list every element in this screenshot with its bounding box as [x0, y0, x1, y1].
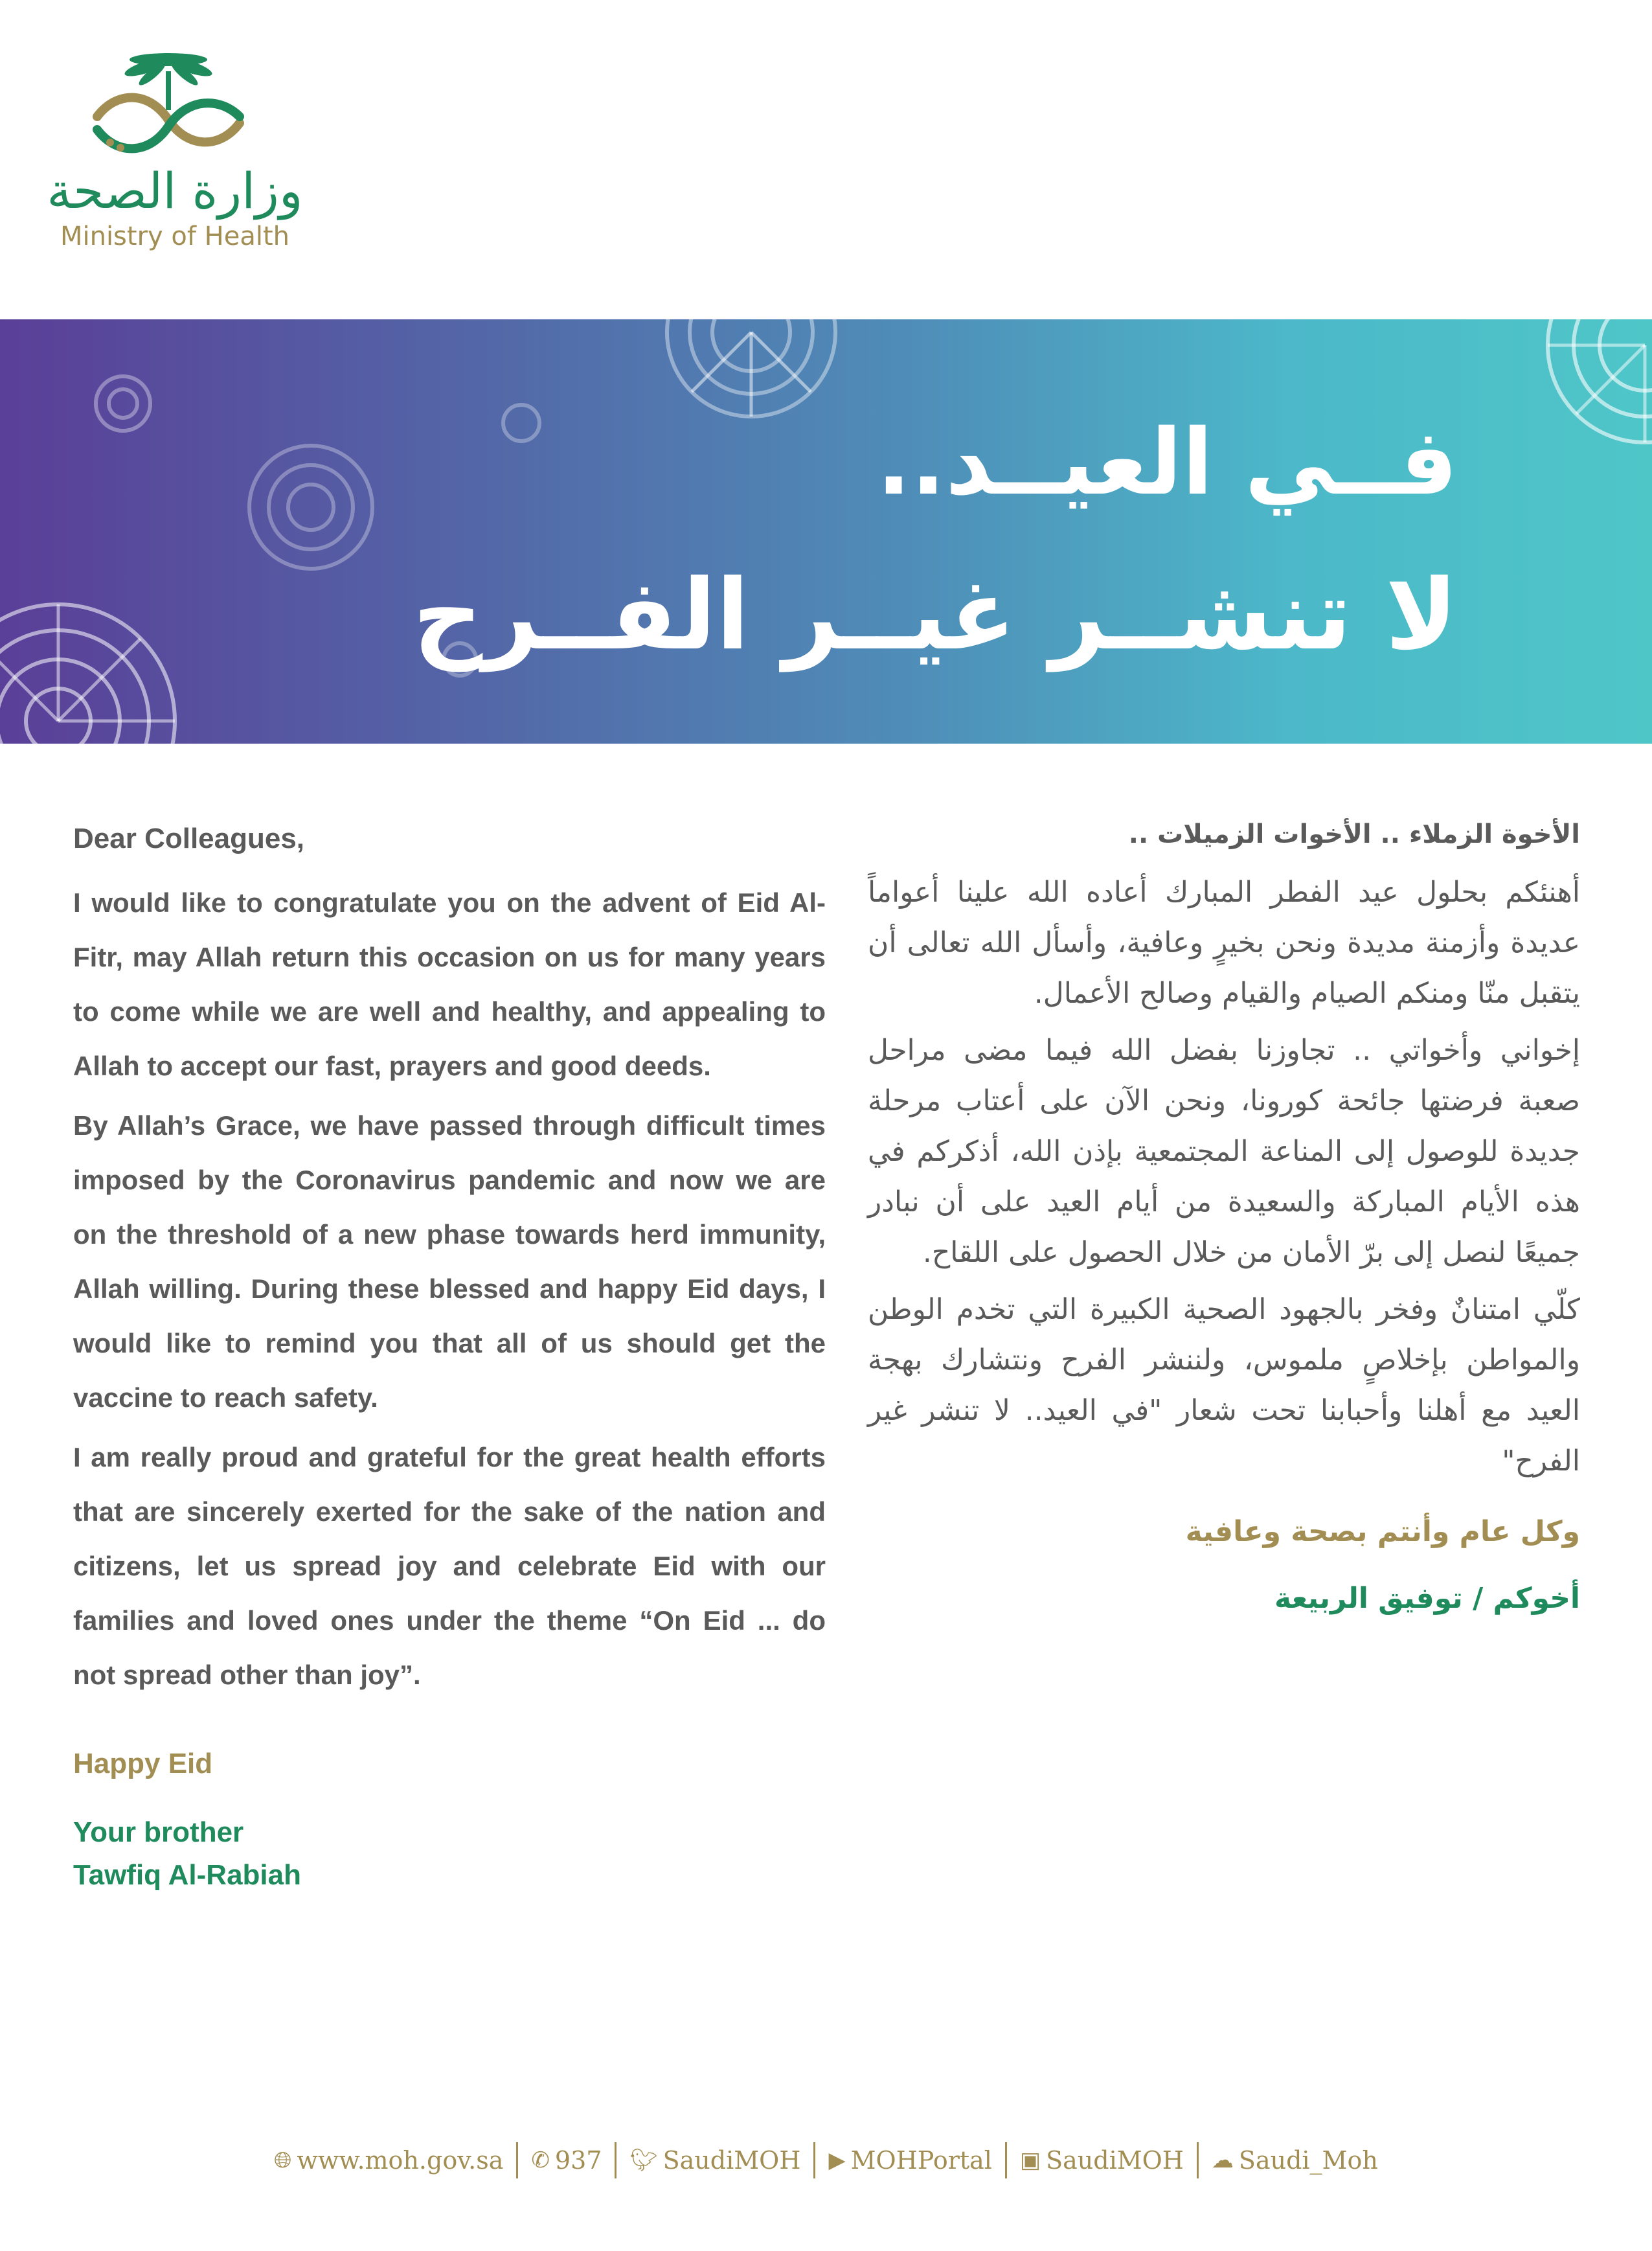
your-brother-text: Your brother [73, 1816, 244, 1848]
ministry-name-arabic: وزارة الصحة [47, 162, 303, 220]
english-paragraph: I am really proud and grateful for the great health efforts that are sincerely exerted for the sake of the nation and citizens, let us spread joy and celebrate Eid with our families and loved ones under the theme “On Eid ... do not spread other than joy”. [73, 1442, 826, 1690]
phone-link[interactable]: ✆ 937 [531, 2146, 602, 2175]
contact-footer [0, 2138, 1652, 2183]
arabic-greeting: الأخوة الزملاء .. الأخوات الزميلات .. [1128, 819, 1580, 849]
globe-icon: 🌐︎ [274, 2147, 292, 2173]
banner-title-line-2: لا تنشــر غيــر الفــرح [413, 559, 1458, 672]
arabic-paragraph: إخواني وأخواتي .. تجاوزنا بفضل الله فيما مضى مراحل صعبة فرضتها جائحة كورونا، ونحن الآن على أعتاب مرحلة جديدة للوصول إلى المناعة المجتمعية بإذن الله، أذكركم في هذه الأيام المباركة والسعيدة من أيام العيد على أن نبادر جميعًا لنصل إلى برّ الأمان من خلال الحصول على اللقاح. [868, 1034, 1580, 1269]
ministry-name-english: Ministry of Health [60, 222, 290, 251]
ministry-logo [39, 45, 303, 253]
snapchat-icon: ☁ [1211, 2147, 1234, 2173]
happy-eid-text: Happy Eid [73, 1748, 213, 1779]
geometric-pattern-decoration [0, 319, 1652, 744]
banner-title-line-1: فــي العيــد.. [876, 410, 1458, 516]
arabic-letter [868, 819, 1580, 1615]
signer-name: Tawfiq Al-Rabiah [73, 1859, 301, 1891]
arabic-paragraph: أهنئكم بحلول عيد الفطر المبارك أعاده الله علينا أعواماً عديدة وأزمنة مديدة ونحن بخيرٍ وعافية، وأسأل الله تعالى أن يتقبل منّا ومنكم الصيام والقيام وصالح الأعمال. [868, 876, 1580, 1010]
phone-icon: ✆ [531, 2147, 550, 2173]
youtube-icon: ▶ [828, 2147, 846, 2173]
english-greeting: Dear Colleagues, [73, 823, 305, 854]
palm-swords-emblem-icon [71, 45, 266, 162]
twitter-link[interactable]: 🐦︎ SaudiMOH [629, 2146, 801, 2175]
snapchat-link[interactable]: ☁ Saudi_Moh [1211, 2146, 1378, 2175]
youtube-link[interactable]: ▶ MOHPortal [828, 2146, 992, 2175]
english-paragraph: I would like to congratulate you on the advent of Eid Al-Fitr, may Allah return this occasion on us for many years to come while we are well and healthy, and appealing to Allah to accept our fast, prayers and good deeds. [73, 887, 826, 1081]
facebook-icon: ▣ [1019, 2147, 1041, 2173]
arabic-paragraph: كلّي امتنانٌ وفخر بالجهود الصحية الكبيرة التي تخدم الوطن والمواطن بإخلاصٍ ملموس، ولننشر الفرح ونتشارك بهجة العيد مع أهلنا وأحبابنا تحت شعار "في العيد.. لا تنشر غير الفرح" [868, 1293, 1580, 1478]
eid-banner [0, 319, 1652, 744]
facebook-link[interactable]: ▣ SaudiMOH [1019, 2146, 1184, 2175]
website-link[interactable]: 🌐︎ www.moh.gov.sa [274, 2146, 504, 2175]
arabic-signature: أخوكم / توفيق الربيعة [1274, 1582, 1580, 1615]
english-letter [73, 823, 826, 1897]
twitter-icon: 🐦︎ [629, 2147, 658, 2173]
english-paragraph: By Allah’s Grace, we have passed through difficult times imposed by the Coronavirus pandemic and now we are on the threshold of a new phase towards herd immunity, Allah willing. During these blessed and happy Eid days, I would like to remind you that all of us should get the vaccine to reach safety. [73, 1110, 826, 1413]
arabic-eid-wish: وكل عام وأنتم بصحة وعافية [1185, 1515, 1580, 1548]
english-signature [73, 1811, 826, 1897]
